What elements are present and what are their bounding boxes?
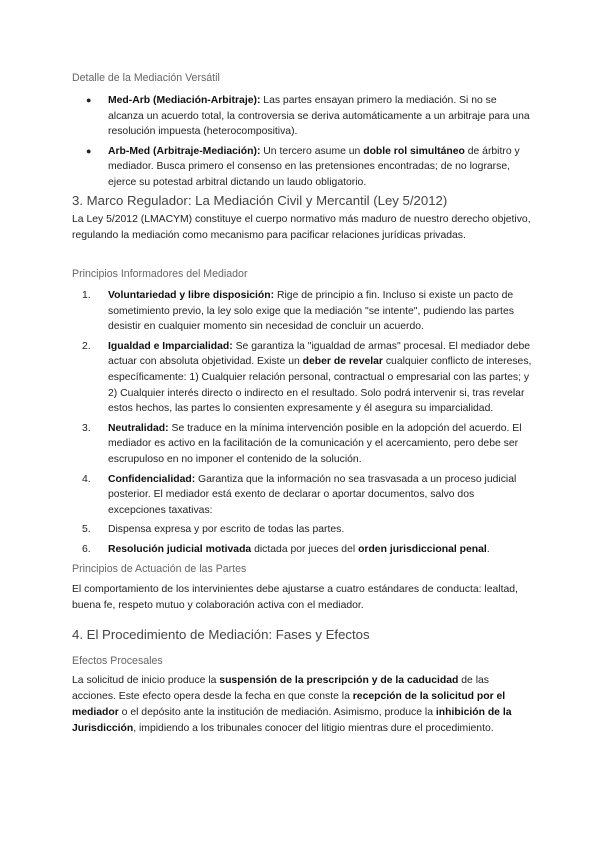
list-item bbox=[72, 421, 532, 468]
item-text: de árbitro y mediador. Busca primero el consenso en las pretensiones encontradas; de no lograrse, ejerce su potestad arbitral dictando un laudo obligatorio. bbox=[108, 145, 520, 188]
subsection-title: Principios Informadores del Mediador bbox=[72, 268, 248, 280]
list-item bbox=[72, 522, 532, 538]
list-number: 2. bbox=[82, 340, 91, 352]
list-item bbox=[72, 339, 532, 417]
item-text: Rige de principio a fin. Incluso si existe un pacto de sometimiento previo, la ley solo exige que la mediación "se intente", pudiendo las partes desistir en cualquier momento sin necesidad de concluir un acuerdo. bbox=[108, 290, 514, 333]
term: Resolución judicial motivada bbox=[108, 543, 252, 555]
subsection-title: Detalle de la Mediación Versátil bbox=[72, 72, 220, 84]
list-item bbox=[72, 472, 532, 519]
section-heading: 4. El Procedimiento de Mediación: Fases y Efectos bbox=[72, 627, 370, 642]
term: Neutralidad: bbox=[108, 422, 169, 434]
list-number: 6. bbox=[82, 543, 91, 555]
list-item bbox=[72, 542, 532, 558]
bullet-icon: ● bbox=[86, 145, 92, 156]
term: Voluntariedad y libre disposición: bbox=[108, 290, 275, 301]
list-number: 3. bbox=[82, 422, 91, 434]
subsection-title: Efectos Procesales bbox=[72, 655, 163, 667]
numbered-list bbox=[72, 288, 532, 562]
paragraph: El comportamiento de los intervinientes debe ajustarse a cuatro estándares de conducta: lealtad, buena fe, respeto mutuo y colaboración activa con el mediador. bbox=[72, 584, 518, 611]
term: Igualdad e Imparcialidad: bbox=[108, 340, 233, 352]
term: suspensión de la prescripción y de la caducidad bbox=[219, 675, 459, 686]
item-text: Garantiza que la información no sea trasvasada a un proceso judicial posterior. El mediador está exento de declarar o aportar documentos, salvo dos excepciones taxativas: bbox=[108, 473, 517, 516]
item-text: . bbox=[486, 543, 490, 555]
list-item bbox=[72, 144, 532, 191]
paragraph: La Ley 5/2012 (LMACYM) constituye el cuerpo normativo más maduro de nuestro derecho objetivo, regulando la mediación como mecanismo para pacificar relaciones jurídicas privadas. bbox=[72, 214, 531, 241]
item-text: Un tercero asume un bbox=[260, 145, 364, 157]
item-text: cualquier conflicto de intereses, específicamente: 1) Cualquier relación personal, contractual o empresarial con las partes; y 2) Cualquier interés directo o indirecto en el resultado. Solo podrá intervenir si, tras revelar estos hechos, las partes lo consienten expresamente y él asegura su imparcialidad. bbox=[108, 356, 532, 415]
paragraph-text: o el depósito ante la institución de mediación. Asimismo, produce la bbox=[118, 707, 436, 718]
term: Confidencialidad: bbox=[108, 473, 196, 485]
term: recepción de la solicitud por el mediador bbox=[72, 691, 506, 718]
bullet-icon: ● bbox=[86, 95, 92, 105]
section-heading: 3. Marco Regulador: La Mediación Civil y Mercantil (Ley 5/2012) bbox=[72, 193, 448, 208]
paragraph-text: La solicitud de inicio produce la bbox=[72, 675, 220, 686]
term: inhibición de la Jurisdicción bbox=[72, 707, 512, 734]
bullet-list bbox=[72, 93, 532, 195]
item-text: Las partes ensayan primero la mediación. Si no se alcanza un acuerdo total, la controversia se deriva automáticamente a un arbitraje para una resolución impuesta (heterocompositiva). bbox=[108, 95, 530, 138]
paragraph-text: , impidiendo a los tribunales conocer del litigio mientras dure el procedimiento. bbox=[133, 723, 494, 734]
term: Arb-Med (Arbitraje-Mediación): bbox=[108, 145, 261, 157]
list-item bbox=[72, 93, 532, 140]
paragraph bbox=[72, 673, 532, 737]
paragraph-text: de las acciones. Este efecto opera desde la fecha en que conste la bbox=[72, 675, 489, 702]
item-text: Se traduce en la mínima intervención posible en la adopción del acuerdo. El mediador es activo en la facilitación de la comunicación y el acercamiento, pero debe ser escrupuloso en no imponer el contenido de la solución. bbox=[108, 422, 522, 465]
item-text: Dispensa expresa y por escrito de todas las partes. bbox=[108, 524, 345, 536]
item-text: dictada por jueces del bbox=[251, 543, 359, 555]
list-number: 5. bbox=[82, 524, 91, 536]
term: deber de revelar bbox=[302, 356, 383, 368]
subsection-title: Principios de Actuación de las Partes bbox=[72, 563, 247, 575]
term: orden jurisdiccional penal bbox=[358, 543, 487, 555]
term: Med-Arb (Mediación-Arbitraje): bbox=[108, 95, 261, 106]
list-item bbox=[72, 288, 532, 335]
item-text: Se garantiza la "igualdad de armas" procesal. El mediador debe actuar con absoluta objetividad. Existe un bbox=[108, 340, 531, 368]
list-number: 1. bbox=[82, 290, 91, 301]
term: doble rol simultáneo bbox=[363, 145, 465, 157]
list-number: 4. bbox=[82, 473, 91, 485]
